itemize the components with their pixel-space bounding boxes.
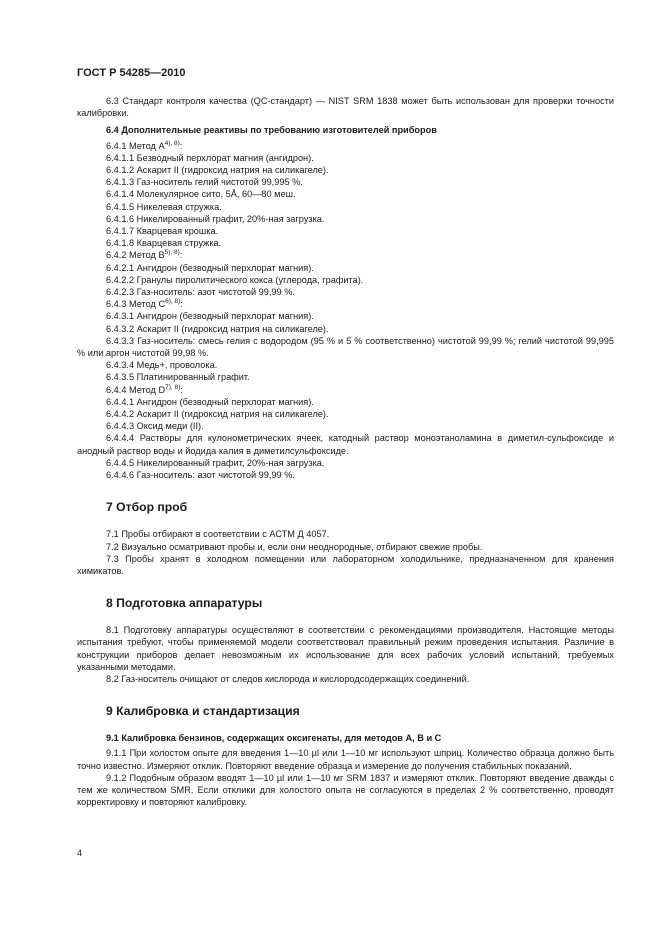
subsection-heading-9-1: 9.1 Калибровка бензинов, содержащих оксигенаты, для методов А, В и С: [106, 733, 442, 744]
list-item: 6.4.2.1 Ангидрон (безводный перхлорат магния).: [106, 262, 314, 273]
paragraph-9-1-1: 9.1.1 При холостом опыте для введения 1—10 µl или 1—10 мг используют шприц. Количество образца должно быть точно известно. Измеряют отклик. Повторяют введение образца и измерение до получения стабильных показаний.: [77, 748, 614, 771]
paragraph-7-3: 7.3 Пробы хранят в холодном помещении или лабораторном холодильнике, предназначенном для хранения химикатов.: [77, 553, 614, 576]
list-item: 6.4.3.4 Медь+, проволока.: [106, 360, 218, 371]
list-item: 6.4.2.2 Гранулы пиролитического кокса (углерода, графита).: [106, 274, 364, 285]
list-item: 6.4.1.3 Газ-носитель гелий чистотой 99,995 %.: [106, 177, 303, 188]
list-item: 6.4.1.7 Кварцевая крошка.: [106, 226, 219, 237]
list-item: 6.4.4.2 Аскарит II (гидроксид натрия на силикагеле).: [106, 409, 329, 420]
method-c-heading: 6.4.3 Метод $С^{6), 8)}$:: [106, 298, 183, 310]
list-item: 6.4.1.5 Никелевая стружка.: [106, 201, 222, 212]
list-item: 6.4.4.1 Ангидрон (безводный перхлорат магния).: [106, 396, 314, 407]
list-item: 6.4.3.5 Платинированный графит.: [106, 372, 250, 383]
section-heading-7: 7 Отбор проб: [106, 500, 188, 515]
list-item: 6.4.1.8 Кварцевая стружка.: [106, 238, 222, 249]
paragraph-6-4-3-3: 6.4.3.3 Газ-носитель: смесь гелия с водородом (95 % и 5 % соответственно) чистотой 99,99 %; гелий чистотой 99,995 % или аргон чистотой 99,98 %.: [77, 335, 614, 359]
section-heading-8: 8 Подготовка аппаратуры: [106, 596, 263, 611]
paragraph-7-2: 7.2 Визуально осматривают пробы и, если они неоднородные, отбирают свежие пробы.: [106, 541, 483, 552]
list-item: 6.4.1.1 Безводный перхлорат магния (ангидрон).: [106, 152, 314, 163]
list-item: 6.4.4.5 Никелированный графит, 20%-ная загрузка.: [106, 457, 325, 468]
document-body: [77, 95, 614, 808]
section-heading-9: 9 Калибровка и стандартизация: [106, 704, 300, 719]
paragraph-7-1: 7.1 Пробы отбирают в соответствии с АСТМ Д 4057.: [106, 529, 330, 540]
list-item: 6.4.3.2 Аскарит II (гидроксид натрия на силикагеле).: [106, 323, 329, 334]
paragraph-6-4-4-4: 6.4.4.4 Растворы для кулонометрических ячеек, катодный раствор моноэтаноламина в диметил-сульфоксиде и анодный раствор воды и йодида калия в диметилсульфоксиде.: [77, 433, 614, 456]
subsection-heading-6-4: 6.4 Дополнительные реактивы по требованию изготовителей приборов: [106, 125, 437, 136]
list-item: 6.4.1.6 Никелированный графит, 20%-ная загрузка.: [106, 213, 325, 224]
paragraph-8-2: 8.2 Газ-носитель очищают от следов кислорода и кислородсодержащих соединений.: [106, 673, 470, 684]
list-item: 6.4.4.3 Оксид меди (II).: [106, 421, 204, 432]
list-item: 6.4.2.3 Газ-носитель: азот чистотой 99,99 %.: [106, 287, 295, 298]
method-a-heading: 6.4.1 Метод $А^{4), 8)}$:: [106, 139, 183, 151]
list-item: 6.4.3.1 Ангидрон (безводный перхлорат магния).: [106, 311, 314, 322]
list-item: 6.4.1.4 Молекулярное сито, 5Å, 60—80 меш.: [106, 189, 296, 200]
paragraph-6-3: 6.3 Стандарт контроля качества (QC-стандарт) — NIST SRM 1838 может быть использован для проверки точности калибровки.: [77, 96, 614, 119]
page-number: 4: [77, 848, 83, 858]
paragraph-8-1: 8.1 Подготовку аппаратуры осуществляют в соответствии с рекомендациями производителя. Настоящие методы испытания требуют, чтобы применяемой модели соответствовал правильный режим проведения испытания. Различие в конструкции приборов делает невозможным их использование для всех рабочих условий испытаний, требуемых указанными методами.: [77, 625, 614, 672]
paragraph-9-1-2: 9.1.2 Подобным образом вводят 1—10 µl или 1—10 мг SRM 1837 и измеряют отклик. Повторяют введение дважды с тем же количеством SMR. Если отклики для холостого опыта не согласуются в пределах 2 % соответственно, проводят корректировку и повторяют калибровку.: [77, 772, 614, 808]
method-b-heading: 6.4.2 Метод $В^{5), 8)}$:: [106, 249, 183, 261]
list-item: 6.4.4.6 Газ-носитель: азот чистотой 99,99 %.: [106, 470, 295, 481]
document-header: ГОСТ Р 54285—2010: [77, 67, 186, 79]
method-d-heading: 6.4.4 Метод $D^{7), 8)}$:: [106, 383, 183, 395]
list-item: 6.4.1.2 Аскарит II (гидроксид натрия на силикагеле).: [106, 165, 329, 176]
